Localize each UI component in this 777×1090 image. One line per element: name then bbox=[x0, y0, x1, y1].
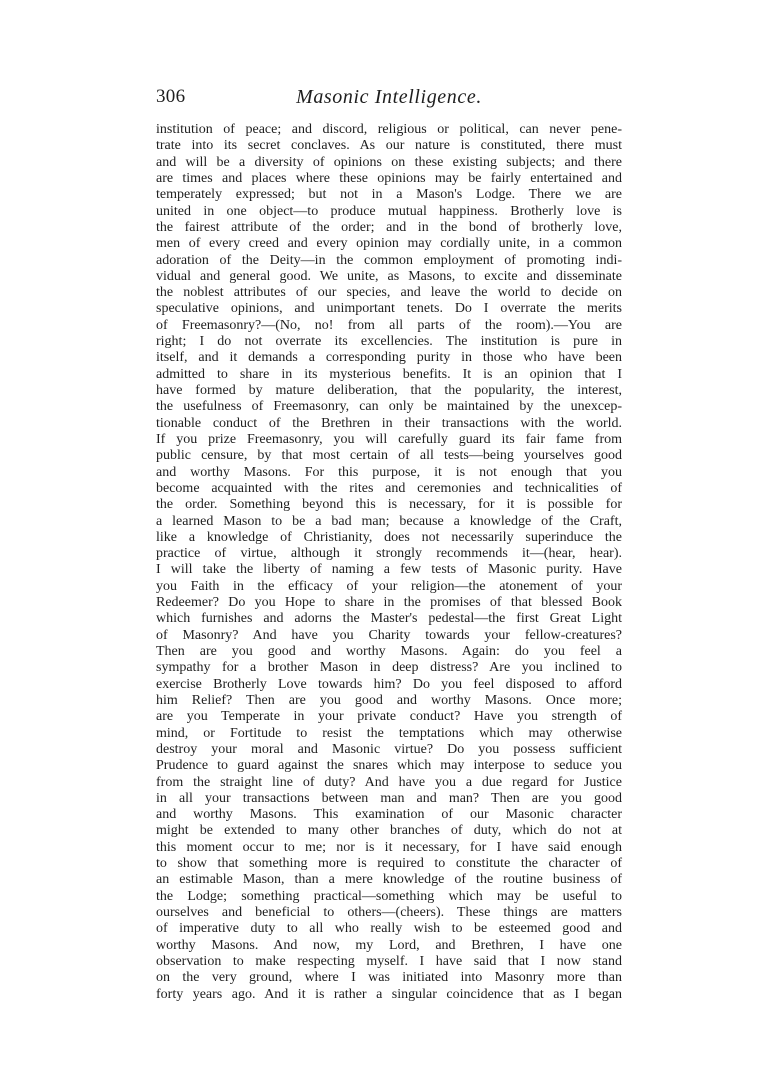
text-line: exercise Brotherly Love towards him? Do you feel disposed to afford bbox=[156, 676, 622, 692]
text-line: the order. Something beyond this is necessary, for it is possible for bbox=[156, 497, 622, 513]
text-line: I will take the liberty of naming a few tests of Masonic purity. Have bbox=[156, 562, 622, 578]
text-line: him Relief? Then are you good and worthy Masons. Once more; bbox=[156, 692, 622, 708]
text-line: to show that something more is required to constitute the character of bbox=[156, 856, 622, 872]
text-line: men of every creed and every opinion may cordially unite, in a common bbox=[156, 236, 622, 252]
text-line: vidual and general good. We unite, as Masons, to excite and disseminate bbox=[156, 268, 622, 284]
text-line: Then are you good and worthy Masons. Again: do you feel a bbox=[156, 644, 622, 659]
text-line: in all your transactions between man and man? Then are you good bbox=[156, 790, 622, 806]
text-line: the Lodge; something practical—something which may be useful to bbox=[156, 888, 622, 904]
text-line: ourselves and beneficial to others—(cheers). These things are matters bbox=[156, 905, 622, 920]
text-line: are you Temperate in your private conduct? Have you strength of bbox=[156, 709, 622, 725]
text-line: itself, and it demands a corresponding purity in those who have been bbox=[156, 350, 622, 366]
text-line: and will be a diversity of opinions on these existing subjects; and there bbox=[156, 154, 622, 170]
text-line: destroy your moral and Masonic virtue? Do you possess sufficient bbox=[156, 741, 622, 757]
text-line: If you prize Freemasonry, you will carefully guard its fair fame from bbox=[156, 431, 622, 447]
text-line: an estimable Mason, than a mere knowledge of the routine business of bbox=[156, 872, 622, 888]
text-line: and worthy Masons. This examination of our Masonic character bbox=[156, 807, 622, 823]
text-line: have formed by mature deliberation, that the popularity, the interest, bbox=[156, 383, 622, 398]
text-line: sympathy for a brother Mason in deep distress? Are you inclined to bbox=[156, 660, 622, 676]
text-line: a learned Mason to be a bad man; because a knowledge of the Craft, bbox=[156, 513, 622, 529]
text-line: adoration of the Deity—in the common employment of promoting indi- bbox=[156, 252, 622, 268]
text-line: you Faith in the efficacy of your religion—the atonement of your bbox=[156, 578, 622, 594]
text-line: institution of peace; and discord, religious or political, can never pene- bbox=[156, 122, 622, 137]
text-line: the usefulness of Freemasonry, can only be maintained by the unexcep- bbox=[156, 399, 622, 415]
body-text bbox=[156, 122, 622, 1003]
text-line: right; I do not overrate its excellencies. The institution is pure in bbox=[156, 334, 622, 350]
text-line: become acquainted with the rites and ceremonies and technicalities of bbox=[156, 480, 622, 496]
text-line: from the straight line of duty? And have you a due regard for Justice bbox=[156, 774, 622, 790]
text-line: Redeemer? Do you Hope to share in the promises of that blessed Book bbox=[156, 595, 622, 611]
text-line: which furnishes and adorns the Master's pedestal—the first Great Light bbox=[156, 611, 622, 627]
text-line: united in one object—to produce mutual happiness. Brotherly love is bbox=[156, 203, 622, 219]
text-line: speculative opinions, and unimportant tenets. Do I overrate the merits bbox=[156, 301, 622, 317]
text-line: might be extended to many other branches of duty, which do not at bbox=[156, 823, 622, 839]
text-line: admitted to share in its mysterious benefits. It is an opinion that I bbox=[156, 366, 622, 382]
text-line: Prudence to guard against the snares which may interpose to seduce you bbox=[156, 758, 622, 774]
text-line: the noblest attributes of our species, and leave the world to decide on bbox=[156, 285, 622, 301]
text-line: of Freemasonry?—(No, no! from all parts of the room).—You are bbox=[156, 317, 622, 333]
text-line: practice of virtue, although it strongly recommends it—(hear, hear). bbox=[156, 546, 622, 562]
running-title: Masonic Intelligence. bbox=[296, 86, 482, 108]
text-line: and worthy Masons. For this purpose, it is not enough that you bbox=[156, 464, 622, 480]
text-line: of Masonry? And have you Charity towards your fellow-creatures? bbox=[156, 627, 622, 643]
text-line: this moment occur to me; nor is it necessary, for I have said enough bbox=[156, 839, 622, 855]
text-line: the fairest attribute of the order; and in the bond of brotherly love, bbox=[156, 219, 622, 235]
text-line: tionable conduct of the Brethren in their transactions with the world. bbox=[156, 415, 622, 431]
text-line: forty years ago. And it is rather a singular coincidence that as I began bbox=[156, 986, 622, 1002]
text-line: worthy Masons. And now, my Lord, and Brethren, I have one bbox=[156, 937, 622, 953]
text-line: of imperative duty to all who really wish to be esteemed good and bbox=[156, 921, 622, 937]
page-number: 306 bbox=[156, 86, 186, 107]
text-line: on the very ground, where I was initiated into Masonry more than bbox=[156, 970, 622, 986]
text-line: are times and places where these opinions may be fairly entertained and bbox=[156, 170, 622, 186]
text-line: mind, or Fortitude to resist the temptations which may otherwise bbox=[156, 725, 622, 741]
text-line: public censure, by that most certain of all tests—being yourselves good bbox=[156, 448, 622, 464]
text-line: observation to make respecting myself. I have said that I now stand bbox=[156, 953, 622, 969]
text-line: trate into its secret conclaves. As our nature is constituted, there must bbox=[156, 138, 622, 154]
page-header bbox=[156, 86, 622, 114]
text-line: temperately expressed; but not in a Mason's Lodge. There we are bbox=[156, 187, 622, 203]
text-line: like a knowledge of Christianity, does not necessarily superinduce the bbox=[156, 529, 622, 545]
